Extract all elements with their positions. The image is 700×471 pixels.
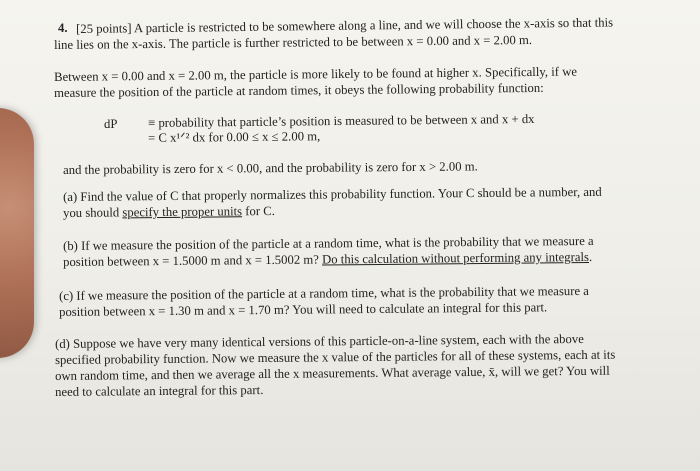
equation-line-2: = C x¹ᐟ² dx for 0.00 ≤ x ≤ 2.00 m, <box>147 129 321 145</box>
problem-number: 4. <box>58 21 68 35</box>
part-b-line-2 <box>63 251 592 269</box>
intro-line-2: line lies on the x-axis. The particle is further restricted to be between x = 0.00 and x = 2.00 m. <box>53 32 533 52</box>
para-line-2: measure the position of the particle at random times, it obeys the following probability function: <box>53 80 544 100</box>
part-d-line-4: need to calculate an integral for this part. <box>54 383 264 399</box>
intro-line-1: [25 points] A particle is restricted to be somewhere along a line, and we will choose the x-axis so that this <box>75 15 614 36</box>
equation-label: dP <box>104 117 118 131</box>
part-a-text-pre: you should <box>62 205 123 220</box>
part-a-line-1: (a) Find the value of C that properly normalizes this probability function. Your C should be a number, and <box>62 184 602 204</box>
part-b-line-1: (b) If we measure the position of the particle at a random time, what is the probability that we measure a <box>62 233 594 253</box>
part-c-line-2: position between x = 1.30 m and x = 1.70 m? You will need to calculate an integral for this part. <box>58 300 548 319</box>
part-b-text-pre: position between x = 1.5000 m and x = 1.5002 m? <box>62 252 323 269</box>
equation-line-1: ≡ probability that particle’s position is measured to be between x and x + dx <box>147 111 535 130</box>
part-b-underlined-text: Do this calculation without performing any integrals <box>321 249 590 267</box>
part-d-line-1: (d) Suppose we have very many identical versions of this particle-on-a-line system, each with the above <box>54 331 584 351</box>
part-a-underlined-text: specify the proper units <box>122 204 243 220</box>
zero-probability-line: and the probability is zero for x < 0.00, and the probability is zero for x > 2.00 m. <box>62 159 478 177</box>
part-a-line-2 <box>63 205 275 220</box>
part-b-text-post: . <box>588 249 593 264</box>
thumb-image <box>0 108 34 358</box>
part-d-line-3: own random time, and then we average all the x measurements. What average value, x̄, will we get? You will <box>54 363 610 383</box>
part-c-line-1: (c) If we measure the position of the particle at a random time, what is the probability that we measure a <box>58 283 589 303</box>
part-a-text-post: for C. <box>241 203 275 219</box>
para-line-1: Between x = 0.00 and x = 2.00 m, the particle is more likely to be found at higher x. Specifically, if we <box>53 64 578 84</box>
part-d-line-2: specified probability function. Now we measure the x value of the particles for all of these systems, each at its <box>54 347 616 367</box>
